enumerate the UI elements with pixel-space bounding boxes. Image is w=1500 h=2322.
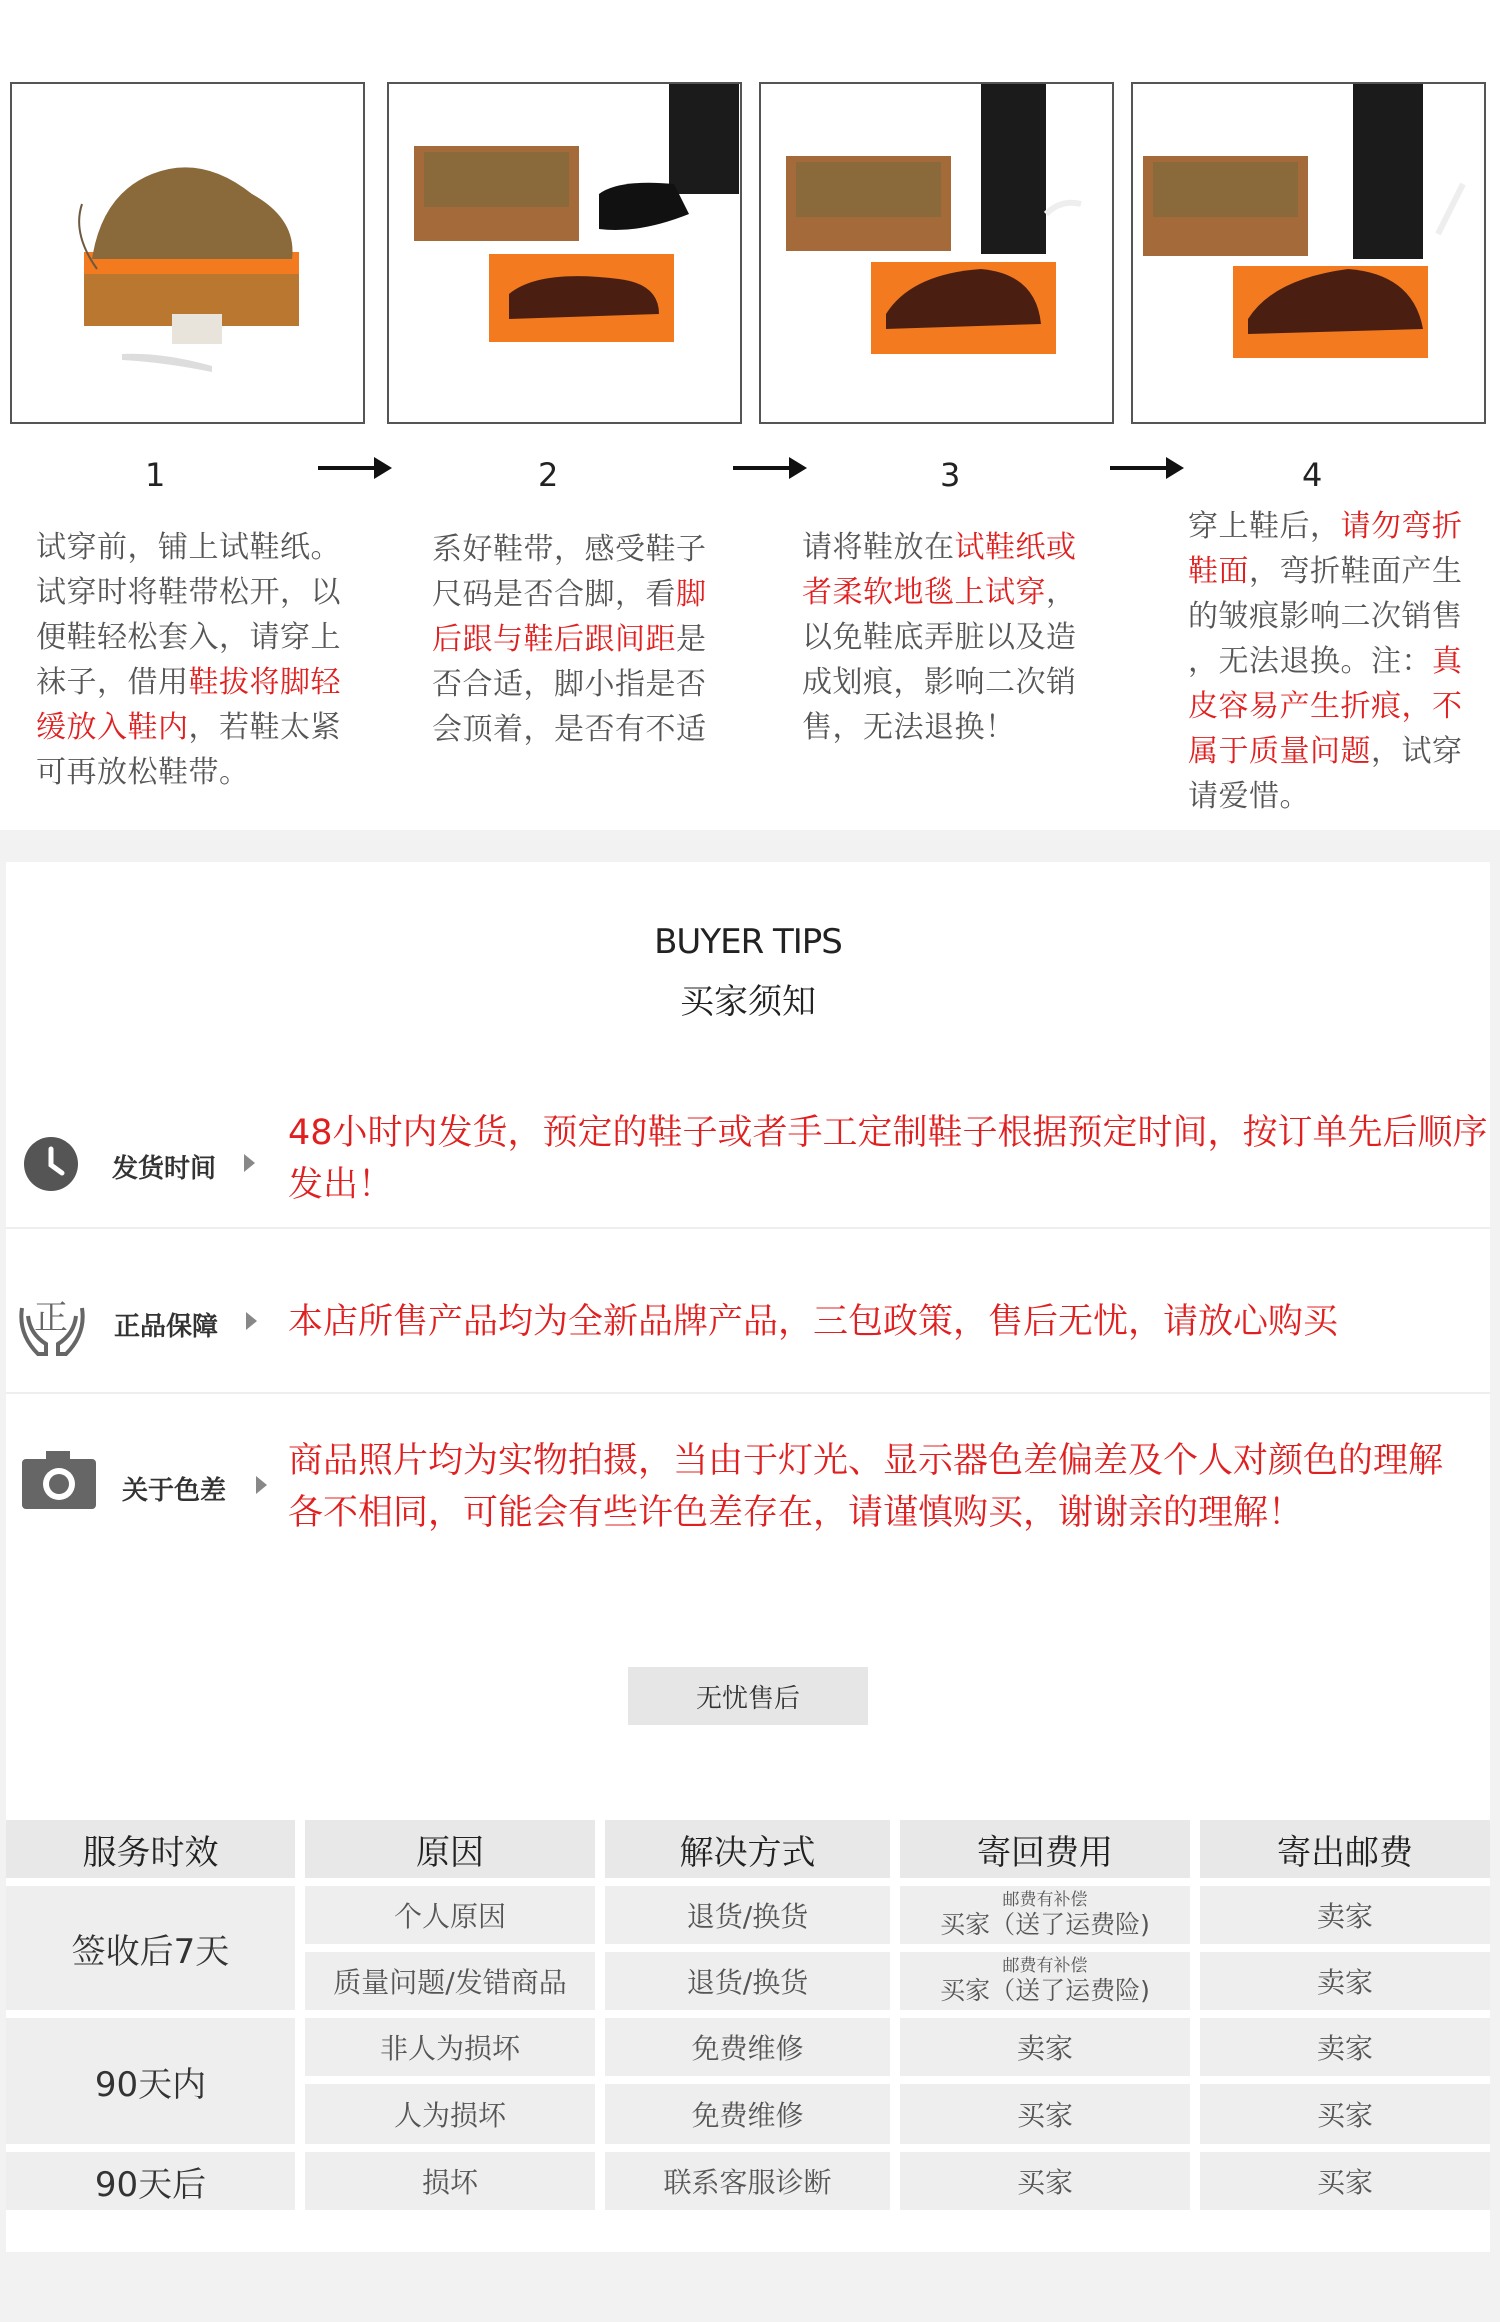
instruction-text: ，弯折鞋面产生 bbox=[1249, 554, 1463, 589]
arrow-right-icon bbox=[318, 466, 388, 470]
instruction-text: 请将鞋放在 bbox=[802, 530, 955, 565]
return-cost-note: 邮费有补偿 bbox=[1002, 1889, 1088, 1910]
instruction-line bbox=[36, 525, 341, 570]
instruction-text: 可再放松鞋带。 bbox=[36, 755, 250, 790]
return-cost-cell: 买家 bbox=[900, 2152, 1190, 2210]
instruction-text: 系好鞋带，感受鞋子 bbox=[432, 532, 707, 567]
tip-shipping-time bbox=[6, 1077, 1490, 1229]
step-3-instructions bbox=[802, 525, 1077, 750]
instruction-line bbox=[1188, 774, 1463, 819]
instruction-line bbox=[802, 570, 1077, 615]
instruction-text: ， bbox=[1046, 575, 1077, 610]
instruction-text: 成划痕，影响二次销 bbox=[802, 665, 1077, 700]
instruction-line bbox=[1188, 504, 1463, 549]
instruction-text: 否合适，脚小指是否 bbox=[432, 667, 707, 702]
highlight-text: 请勿弯折 bbox=[1340, 509, 1463, 544]
solution-cell: 免费维修 bbox=[605, 2084, 890, 2144]
instruction-line bbox=[432, 617, 707, 662]
step-number: 4 bbox=[1302, 456, 1323, 494]
instruction-text: 是 bbox=[676, 622, 707, 657]
step-number: 2 bbox=[538, 456, 559, 494]
instruction-text: 售，无法退换！ bbox=[802, 710, 1016, 745]
step-2-instructions bbox=[432, 527, 707, 752]
instruction-line bbox=[802, 525, 1077, 570]
table-header: 寄出邮费 bbox=[1200, 1820, 1490, 1878]
caret-right-icon bbox=[256, 1476, 267, 1494]
camera-icon bbox=[20, 1447, 98, 1511]
shoe-box-with-dust-bag-image bbox=[12, 84, 363, 422]
instruction-line bbox=[36, 705, 341, 750]
step-number: 3 bbox=[940, 456, 961, 494]
authentic-hands-icon: 正 bbox=[16, 1290, 88, 1360]
highlight-text: 鞋面 bbox=[1188, 554, 1249, 589]
period-cell: 签收后7天 bbox=[6, 1886, 295, 2010]
solution-cell: 退货/换货 bbox=[605, 1952, 890, 2010]
highlight-text: 者柔软地毯上试穿 bbox=[802, 575, 1046, 610]
return-cost-cell: 买家 bbox=[900, 2084, 1190, 2144]
return-cost-note: 邮费有补偿 bbox=[1002, 1955, 1088, 1976]
step-4-photo bbox=[1131, 82, 1486, 424]
return-cost-cell bbox=[900, 1886, 1190, 1944]
arrow-right-icon bbox=[733, 466, 803, 470]
step-4-instructions bbox=[1188, 504, 1463, 819]
tips-title-en: BUYER TIPS bbox=[654, 922, 842, 962]
reason-cell: 损坏 bbox=[305, 2152, 595, 2210]
wearing-shoe-image bbox=[1133, 84, 1484, 422]
ship-cost-cell: 买家 bbox=[1200, 2084, 1490, 2144]
tip-color-difference bbox=[6, 1395, 1490, 1595]
highlight-text: 真 bbox=[1432, 644, 1463, 679]
return-cost-cell bbox=[900, 1952, 1190, 2010]
instruction-line bbox=[36, 615, 341, 660]
instruction-line bbox=[432, 527, 707, 572]
caret-right-icon bbox=[244, 1154, 255, 1172]
highlight-text: 试鞋纸或 bbox=[954, 530, 1077, 565]
tips-title-cn: 买家须知 bbox=[680, 982, 816, 1022]
step-3-photo bbox=[759, 82, 1114, 424]
instruction-text: 以免鞋底弄脏以及造 bbox=[802, 620, 1077, 655]
instruction-line bbox=[1188, 684, 1463, 729]
shoe-in-box-with-legs-image bbox=[389, 84, 740, 422]
instruction-line bbox=[1188, 549, 1463, 594]
instruction-text: ，若鞋太紧 bbox=[188, 710, 341, 745]
tip-authenticity bbox=[6, 1230, 1490, 1394]
tip-label: 关于色差 bbox=[122, 1476, 227, 1506]
instruction-line bbox=[36, 750, 341, 795]
instruction-line bbox=[36, 660, 341, 705]
period-cell: 90天内 bbox=[6, 2018, 295, 2144]
instruction-line bbox=[1188, 639, 1463, 684]
solution-cell: 免费维修 bbox=[605, 2018, 890, 2076]
reason-cell: 非人为损坏 bbox=[305, 2018, 595, 2076]
step-2-photo bbox=[387, 82, 742, 424]
tip-label: 发货时间 bbox=[112, 1154, 217, 1184]
table-header: 服务时效 bbox=[6, 1820, 295, 1878]
ship-cost-cell: 卖家 bbox=[1200, 2018, 1490, 2076]
instruction-line bbox=[432, 572, 707, 617]
instruction-line bbox=[432, 662, 707, 707]
highlight-text: 皮容易产生折痕，不 bbox=[1188, 689, 1463, 724]
caret-right-icon bbox=[246, 1312, 257, 1330]
instruction-line bbox=[1188, 594, 1463, 639]
instruction-text: 请爱惜。 bbox=[1188, 779, 1310, 814]
arrow-right-icon bbox=[1110, 466, 1180, 470]
reason-cell: 个人原因 bbox=[305, 1886, 595, 1944]
instruction-text: 会顶着，是否有不适 bbox=[432, 712, 707, 747]
step-1-photo bbox=[10, 82, 365, 424]
tip-text: 本店所售产品均为全新品牌产品，三包政策，售后无忧，请放心购买 bbox=[288, 1302, 1339, 1342]
highlight-text: 后跟与鞋后跟间距 bbox=[432, 622, 676, 657]
step-1-instructions bbox=[36, 525, 341, 795]
instruction-text: 尺码是否合脚，看 bbox=[432, 577, 676, 612]
tip-label: 正品保障 bbox=[114, 1312, 219, 1342]
instruction-line bbox=[802, 660, 1077, 705]
highlight-text: 缓放入鞋内 bbox=[36, 710, 189, 745]
return-cost-cell: 卖家 bbox=[900, 2018, 1190, 2076]
ship-cost-cell: 买家 bbox=[1200, 2152, 1490, 2210]
instruction-text: 试穿时将鞋带松开，以 bbox=[36, 575, 341, 610]
instruction-text: 袜子，借用 bbox=[36, 665, 189, 700]
solution-cell: 联系客服诊断 bbox=[605, 2152, 890, 2210]
clock-icon bbox=[22, 1135, 80, 1193]
return-cost-text: 买家（送了运费险) bbox=[940, 1909, 1150, 1939]
instruction-text: ，无法退换。注： bbox=[1188, 644, 1432, 679]
instruction-line bbox=[36, 570, 341, 615]
instruction-text: ，试穿 bbox=[1371, 734, 1463, 769]
solution-cell: 退货/换货 bbox=[605, 1886, 890, 1944]
tip-text: 商品照片均为实物拍摄，当由于灯光、显示器色差偏差及个人对颜色的理解各不相同，可能会有些许色差存在，请谨慎购买，谢谢亲的理解！ bbox=[288, 1441, 1444, 1533]
reason-cell: 人为损坏 bbox=[305, 2084, 595, 2144]
instruction-text: 试穿前，铺上试鞋纸。 bbox=[36, 530, 341, 565]
return-cost-text: 买家（送了运费险) bbox=[940, 1975, 1150, 2005]
table-header: 解决方式 bbox=[605, 1820, 890, 1878]
highlight-text: 脚 bbox=[676, 577, 707, 612]
instruction-text: 穿上鞋后， bbox=[1188, 509, 1341, 544]
tip-text: 48小时内发货，预定的鞋子或者手工定制鞋子根据预定时间，按订单先后顺序发出！ bbox=[288, 1113, 1488, 1205]
highlight-text: 鞋拔将脚轻 bbox=[188, 665, 341, 700]
instruction-line bbox=[802, 615, 1077, 660]
worry-free-aftersales-button[interactable]: 无忧售后 bbox=[628, 1667, 868, 1725]
instruction-text: 便鞋轻松套入，请穿上 bbox=[36, 620, 341, 655]
table-header: 寄回费用 bbox=[900, 1820, 1190, 1878]
instruction-line bbox=[432, 707, 707, 752]
table-header: 原因 bbox=[305, 1820, 595, 1878]
instruction-line bbox=[802, 705, 1077, 750]
try-on-steps bbox=[0, 0, 1500, 830]
instruction-text: 的皱痕影响二次销售 bbox=[1188, 599, 1463, 634]
putting-on-shoe-image bbox=[761, 84, 1112, 422]
period-cell: 90天后 bbox=[6, 2152, 295, 2210]
instruction-line bbox=[1188, 729, 1463, 774]
reason-cell: 质量问题/发错商品 bbox=[305, 1952, 595, 2010]
ship-cost-cell: 卖家 bbox=[1200, 1886, 1490, 1944]
step-number: 1 bbox=[145, 456, 166, 494]
highlight-text: 属于质量问题 bbox=[1188, 734, 1371, 769]
ship-cost-cell: 卖家 bbox=[1200, 1952, 1490, 2010]
